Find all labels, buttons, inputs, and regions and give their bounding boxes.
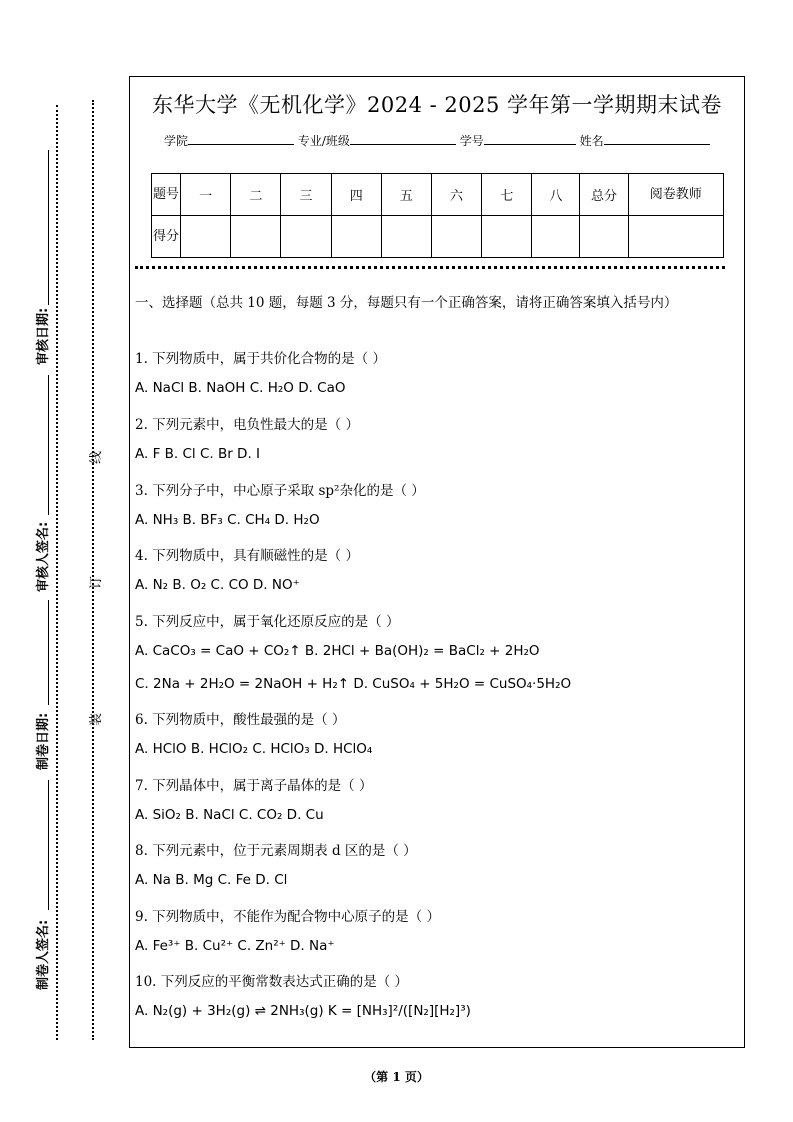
score-cell[interactable] [381, 216, 431, 258]
student-id-label: 学号 [459, 134, 484, 148]
reviewer-sign-label: 审核人签名: [36, 521, 51, 592]
page-number: （第 1 页） [364, 1070, 429, 1084]
section1-intro: 一、选择题（总共 10 题，每题 3 分，每题只有一个正确答案，请将正确答案填入括号内） [135, 295, 678, 311]
bind-char: 订 [89, 575, 105, 590]
college-field[interactable] [188, 133, 294, 145]
name-label: 姓名 [579, 134, 604, 148]
question-4: 4. 下列物质中，具有顺磁性的是（ ） [135, 548, 359, 564]
score-header-cell: 一 [181, 174, 231, 216]
score-cell[interactable] [628, 216, 723, 258]
make-date-line [48, 600, 49, 705]
make-date-label: 制卷日期: [36, 712, 51, 770]
options-8: A. Na B. Mg C. Fe D. Cl [135, 872, 288, 888]
score-table [151, 173, 724, 258]
options-10: A. N₂(g) + 3H₂(g) ⇌ 2NH₃(g) K = [NH₃]²/([N₂][H₂]³) [135, 1003, 471, 1019]
college-label: 学院 [164, 134, 189, 148]
question-1: 1. 下列物质中，属于共价化合物的是（ ） [135, 351, 386, 367]
question-10: 10. 下列反应的平衡常数表达式正确的是（ ） [135, 974, 409, 990]
score-cell[interactable] [331, 216, 381, 258]
question-5: 5. 下列反应中，属于氧化还原反应的是（ ） [135, 614, 400, 630]
score-cell[interactable] [281, 216, 331, 258]
review-sign-line [48, 375, 49, 515]
options-2: A. F B. Cl C. Br D. I [135, 446, 261, 462]
question-9: 9. 下列物质中，不能作为配合物中心原子的是（ ） [135, 909, 440, 925]
options-6: A. HClO B. HClO₂ C. HClO₃ D. HClO₄ [135, 741, 373, 757]
score-cell[interactable] [482, 216, 532, 258]
score-row-label: 得分 [152, 216, 181, 258]
options-9: A. Fe³⁺ B. Cu²⁺ C. Zn²⁺ D. Na⁺ [135, 938, 335, 954]
score-cell[interactable] [532, 216, 580, 258]
question-8: 8. 下列元素中，位于元素周期表 d 区的是（ ） [135, 843, 417, 859]
score-header-cell: 四 [331, 174, 381, 216]
student-id-field[interactable] [484, 133, 576, 145]
options-4: A. N₂ B. O₂ C. CO D. NO⁺ [135, 577, 300, 593]
review-date-label: 审核日期: [36, 307, 51, 365]
score-header-cell: 阅卷教师 [628, 174, 723, 216]
options-1: A. NaCl B. NaOH C. H₂O D. CaO [135, 380, 346, 396]
line-char: 线 [89, 450, 105, 465]
score-header-cell: 八 [532, 174, 580, 216]
name-field[interactable] [604, 133, 710, 145]
major-label: 专业/班级 [297, 134, 350, 148]
question-7: 7. 下列晶体中，属于离子晶体的是（ ） [135, 778, 373, 794]
options-3: A. NH₃ B. BF₃ C. CH₄ D. H₂O [135, 512, 320, 528]
question-3: 3. 下列分子中，中心原子采取 sp²杂化的是（ ） [135, 483, 425, 499]
reviewer-line [48, 150, 49, 305]
maker-sign-line [48, 780, 49, 910]
score-header-cell: 二 [231, 174, 281, 216]
score-cell[interactable] [231, 216, 281, 258]
dotted-line-inner [92, 100, 94, 1040]
student-info-row [164, 132, 710, 149]
score-cell[interactable] [580, 216, 628, 258]
score-header-cell: 六 [431, 174, 481, 216]
fold-char: 装 [89, 712, 105, 727]
maker-sign-label: 制卷人签名: [36, 919, 51, 990]
score-header-cell: 三 [281, 174, 331, 216]
score-cell[interactable] [181, 216, 231, 258]
question-6: 6. 下列物质中，酸性最强的是（ ） [135, 712, 346, 728]
dotted-separator [135, 266, 725, 269]
score-header-cell: 七 [482, 174, 532, 216]
major-field[interactable] [350, 133, 456, 145]
options-5a: A. CaCO₃ = CaO + CO₂↑ B. 2HCl + Ba(OH)₂ = BaCl₂ + 2H₂O [135, 643, 540, 659]
question-2: 2. 下列元素中，电负性最大的是（ ） [135, 417, 359, 433]
score-header-cell: 题号 [152, 174, 181, 216]
options-5b: C. 2Na + 2H₂O = 2NaOH + H₂↑ D. CuSO₄ + 5H₂O = CuSO₄·5H₂O [135, 676, 572, 692]
dotted-line-outer [56, 105, 58, 1040]
exam-frame [129, 76, 745, 1048]
exam-title: 东华大学《无机化学》2024 - 2025 学年第一学期期末试卷 [151, 93, 722, 117]
options-7: A. SiO₂ B. NaCl C. CO₂ D. Cu [135, 807, 324, 823]
score-header-cell: 总分 [580, 174, 628, 216]
score-cell[interactable] [431, 216, 481, 258]
score-header-cell: 五 [381, 174, 431, 216]
